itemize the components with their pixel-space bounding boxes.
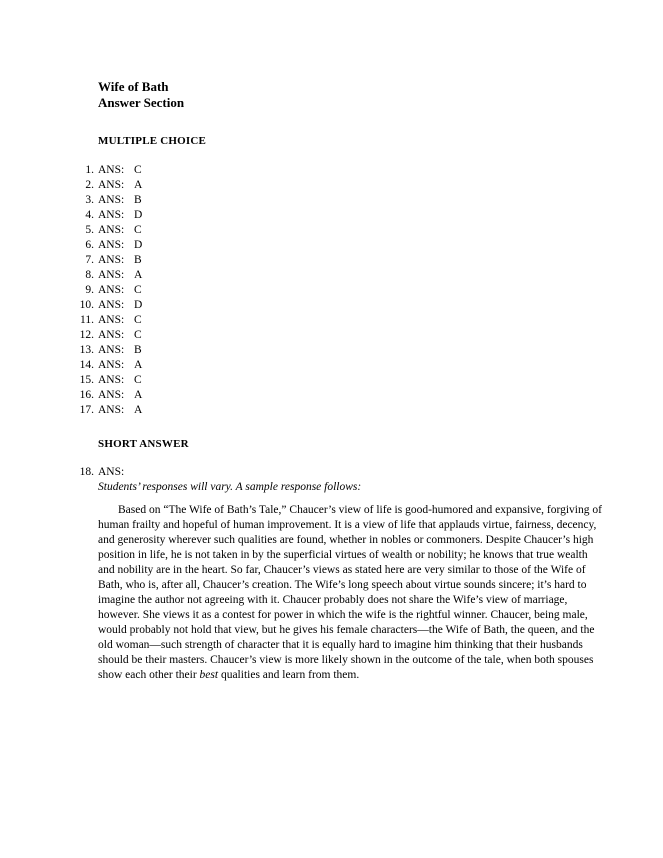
answer-letter: C [134,224,142,236]
response-line [98,533,628,548]
answer-letter: A [134,404,143,416]
answer-letter: B [134,254,142,266]
title-line-2: Answer Section [98,95,185,110]
emphasis-text: best [199,669,219,681]
question-number: 16. [79,389,94,401]
answer-label: ANS: [98,164,125,176]
answer-row [60,208,142,223]
response-text: show each other their [98,669,200,681]
answer-row [60,283,142,298]
document-title [98,79,184,111]
response-line [98,623,628,638]
answer-label: ANS: [98,314,125,326]
answer-letter: C [134,374,142,386]
answer-label: ANS: [98,329,125,341]
response-text: position in life, he is not taken in by the superficial virtues of wealth or nobility; he knows that true wealth [98,549,588,561]
question-number: 10. [79,299,94,311]
response-text: Based on “The Wife of Bath’s Tale,” Chaucer’s view of life is good-humored and expansive, forgiving of [118,504,602,516]
response-text: and nobility are in the heart. So far, Chaucer’s views as stated here are very similar to those of the Wife of [98,564,586,576]
answer-letter: C [134,164,142,176]
question-number: 15. [79,374,94,386]
response-line [98,548,628,563]
answer-label: ANS: [98,224,125,236]
response-note: Students’ responses will vary. A sample response follows: [98,481,362,493]
answer-letter: A [134,359,143,371]
multiple-choice-heading: MULTIPLE CHOICE [98,135,207,147]
answer-letter: B [134,194,142,206]
answer-label: ANS: [98,194,125,206]
response-text: Bath, who is, after all, Chaucer’s creation. The Wife’s long speech about virtue sounds sincere; it’s hard to [98,579,587,591]
answer-row [60,373,142,388]
response-text: should be their masters. Chaucer’s view is more likely shown in the outcome of the tale, when both spouses [98,654,594,666]
answer-row [60,238,142,253]
answer-row [60,298,142,313]
question-number: 17. [79,404,94,416]
question-number: 1. [85,164,94,176]
answer-label: ANS: [98,359,125,371]
question-number: 2. [85,179,94,191]
response-text: human frailty and hopeful of human improvement. It is a view of life that applauds virtue, fairness, decency, [98,519,597,531]
question-number: 13. [79,344,94,356]
question-number: 3. [85,194,94,206]
answer-row [60,268,142,283]
answer-label: ANS: [98,209,125,221]
sample-response [98,503,628,683]
answer-letter: D [134,239,143,251]
response-line [98,638,628,653]
question-number: 9. [85,284,94,296]
answer-letter: C [134,284,142,296]
question-number: 12. [79,329,94,341]
response-line [98,668,628,683]
answer-row [60,163,142,178]
answer-row [60,223,142,238]
response-text: and generosity wherever such qualities are found, whether in nobles or commoners. Despite Chaucer’s high [98,534,594,546]
question-number: 11. [80,314,94,326]
answer-label: ANS: [98,284,125,296]
answer-label: ANS: [98,239,125,251]
answer-label: ANS: [98,404,125,416]
question-number: 4. [85,209,94,221]
answer-letter: A [134,389,143,401]
short-answer-question [60,465,124,480]
response-line [98,563,628,578]
answer-letter: C [134,314,142,326]
answer-label: ANS: [98,299,125,311]
answer-label: ANS: [98,466,125,478]
answer-row [60,178,142,193]
question-number: 18. [79,466,94,478]
answer-row [60,313,142,328]
answer-letter: A [134,269,143,281]
answer-letter: B [134,344,142,356]
response-text: qualities and learn from them. [218,669,360,681]
title-line-1: Wife of Bath [98,79,169,94]
answer-letter: D [134,299,143,311]
response-text: however. She views it as a contest for power in which the wife is the rightful winner. Chaucer, being male, [98,609,588,621]
answer-row [60,253,142,268]
answer-label: ANS: [98,179,125,191]
question-number: 6. [85,239,94,251]
response-line [98,518,628,533]
answer-row [60,343,142,358]
answer-row [60,328,142,343]
response-text: imagine the author not agreeing with it. Chaucer probably does not share the Wife’s view of marriage, [98,594,568,606]
answer-row [60,358,142,373]
response-line [98,593,628,608]
short-answer-heading: SHORT ANSWER [98,438,189,450]
answer-label: ANS: [98,344,125,356]
answer-label: ANS: [98,374,125,386]
multiple-choice-answers [60,163,142,418]
question-number: 14. [79,359,94,371]
answer-letter: D [134,209,143,221]
answer-row [60,193,142,208]
answer-label: ANS: [98,269,125,281]
answer-label: ANS: [98,254,125,266]
answer-letter: C [134,329,142,341]
question-number: 7. [85,254,94,266]
answer-letter: A [134,179,143,191]
response-line [98,578,628,593]
response-text: old woman—such strength of character that it is equally hard to imagine him thinking that their husbands [98,639,583,651]
question-number: 8. [85,269,94,281]
answer-row [60,388,142,403]
response-line [98,503,628,518]
response-text: would probably not hold that view, but he gives his female characters—the Wife of Bath, the queen, and the [98,624,595,636]
response-line [98,653,628,668]
question-number: 5. [85,224,94,236]
answer-label: ANS: [98,389,125,401]
answer-row [60,403,142,418]
response-line [98,608,628,623]
